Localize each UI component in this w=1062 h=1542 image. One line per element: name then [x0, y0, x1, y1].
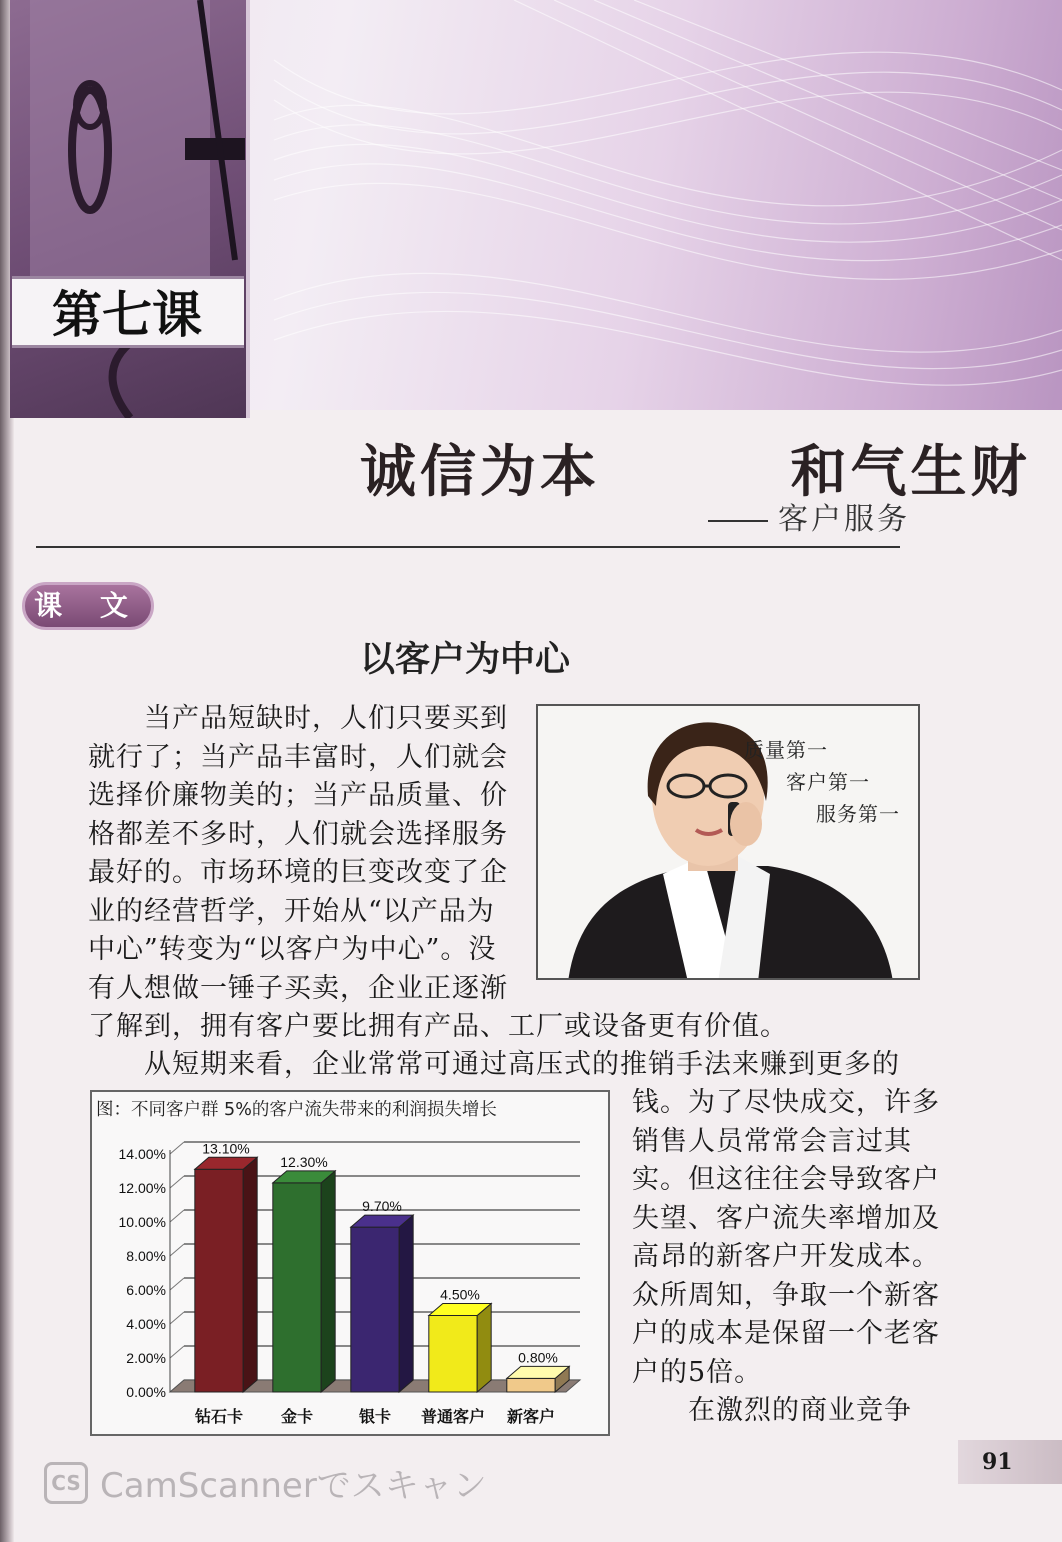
motto-line: 质量第一	[744, 738, 828, 762]
grid-diagonal	[170, 1176, 184, 1188]
page-title: 诚信为本 和气生财	[360, 440, 1031, 505]
lesson-tile	[10, 0, 250, 418]
paragraph-1-end: 了解到，拥有客户要比拥有产品、工厂或设备更有价值。	[88, 1011, 788, 1042]
bar-value-label: 12.30%	[280, 1153, 328, 1170]
y-tick-label: 0.00%	[126, 1384, 166, 1400]
bar-front	[351, 1227, 399, 1392]
clock-decoration	[10, 0, 250, 418]
bar-value-label: 4.50%	[440, 1286, 480, 1303]
profit-loss-chart	[90, 1090, 610, 1436]
bar-side	[243, 1157, 257, 1392]
page-number: 91	[958, 1440, 1062, 1484]
article-title: 以客户为中心	[359, 640, 570, 680]
scanner-watermark	[44, 1458, 544, 1508]
title-rule	[36, 546, 900, 548]
businesswoman-photo	[536, 704, 920, 980]
x-category-label: 新客户	[506, 1407, 556, 1426]
motto-line: 客户第一	[786, 770, 870, 794]
x-category-label: 金卡	[280, 1407, 314, 1426]
bar-value-label: 13.10%	[202, 1140, 250, 1157]
bar-side	[477, 1304, 491, 1393]
bar-value-label: 0.80%	[518, 1349, 558, 1366]
lesson-number: 第七课	[12, 276, 244, 348]
x-category-label: 普通客户	[420, 1407, 486, 1426]
paragraph-2-start: 从短期来看，企业常常可通过高压式的推销手法来赚到更多的	[144, 1049, 900, 1080]
motto-line: 服务第一	[816, 802, 900, 826]
y-tick-label: 6.00%	[126, 1282, 166, 1298]
section-badge: 课 文	[22, 582, 154, 630]
grid-diagonal	[170, 1210, 184, 1222]
grid-diagonal	[170, 1278, 184, 1290]
y-tick-label: 12.00%	[118, 1180, 166, 1196]
bar-front	[429, 1316, 477, 1393]
subtitle-text: 客户服务	[778, 502, 910, 537]
y-tick-label: 8.00%	[126, 1248, 166, 1264]
bar-front	[507, 1378, 555, 1392]
bar-side	[321, 1171, 335, 1392]
dash-decoration	[708, 520, 768, 522]
chart-plot	[92, 1092, 608, 1434]
y-tick-label: 4.00%	[126, 1316, 166, 1332]
grid-diagonal	[170, 1312, 184, 1324]
woman-on-phone-illustration	[538, 706, 920, 980]
y-tick-label: 14.00%	[118, 1146, 166, 1162]
grid-diagonal	[170, 1346, 184, 1358]
paragraph-1: 当产品短缺时，人们只要买到就行了；当产品丰富时，人们就会选择价廉物美的；当产品质量、价格都差不多时，人们就会选择服务最好的。市场环境的巨变改变了企业的经营哲学，开始从“以产品为中心”转变为“以客户为中心”。没有人想做一锤子买卖，企业正逐渐	[88, 703, 508, 1004]
grid-diagonal	[170, 1142, 184, 1154]
paragraph-2-cont: 钱。为了尽快成交，许多销售人员常常会言过其实。但这往往会导致客户失望、客户流失率增加及高昂的新客户开发成本。众所周知，争取一个新客户的成本是保留一个老客户的5倍。	[632, 1087, 940, 1388]
x-category-label: 银卡	[358, 1407, 392, 1426]
paragraph-3: 在激烈的商业竞争	[688, 1395, 912, 1426]
watermark-text: CamScannerでスキャン	[100, 1466, 487, 1506]
grid-diagonal	[170, 1244, 184, 1256]
x-category-label: 钻石卡	[194, 1407, 244, 1426]
bar-side	[399, 1215, 413, 1392]
camscanner-logo-icon: CS	[44, 1462, 88, 1504]
bar-front	[273, 1183, 321, 1392]
chart-title: 图：不同客户群 5%的客户流失带来的利润损失增长	[96, 1100, 497, 1120]
page-subtitle	[680, 494, 910, 538]
y-tick-label: 2.00%	[126, 1350, 166, 1366]
y-tick-label: 10.00%	[118, 1214, 166, 1230]
bar-front	[195, 1169, 243, 1392]
bar-value-label: 9.70%	[362, 1198, 402, 1215]
